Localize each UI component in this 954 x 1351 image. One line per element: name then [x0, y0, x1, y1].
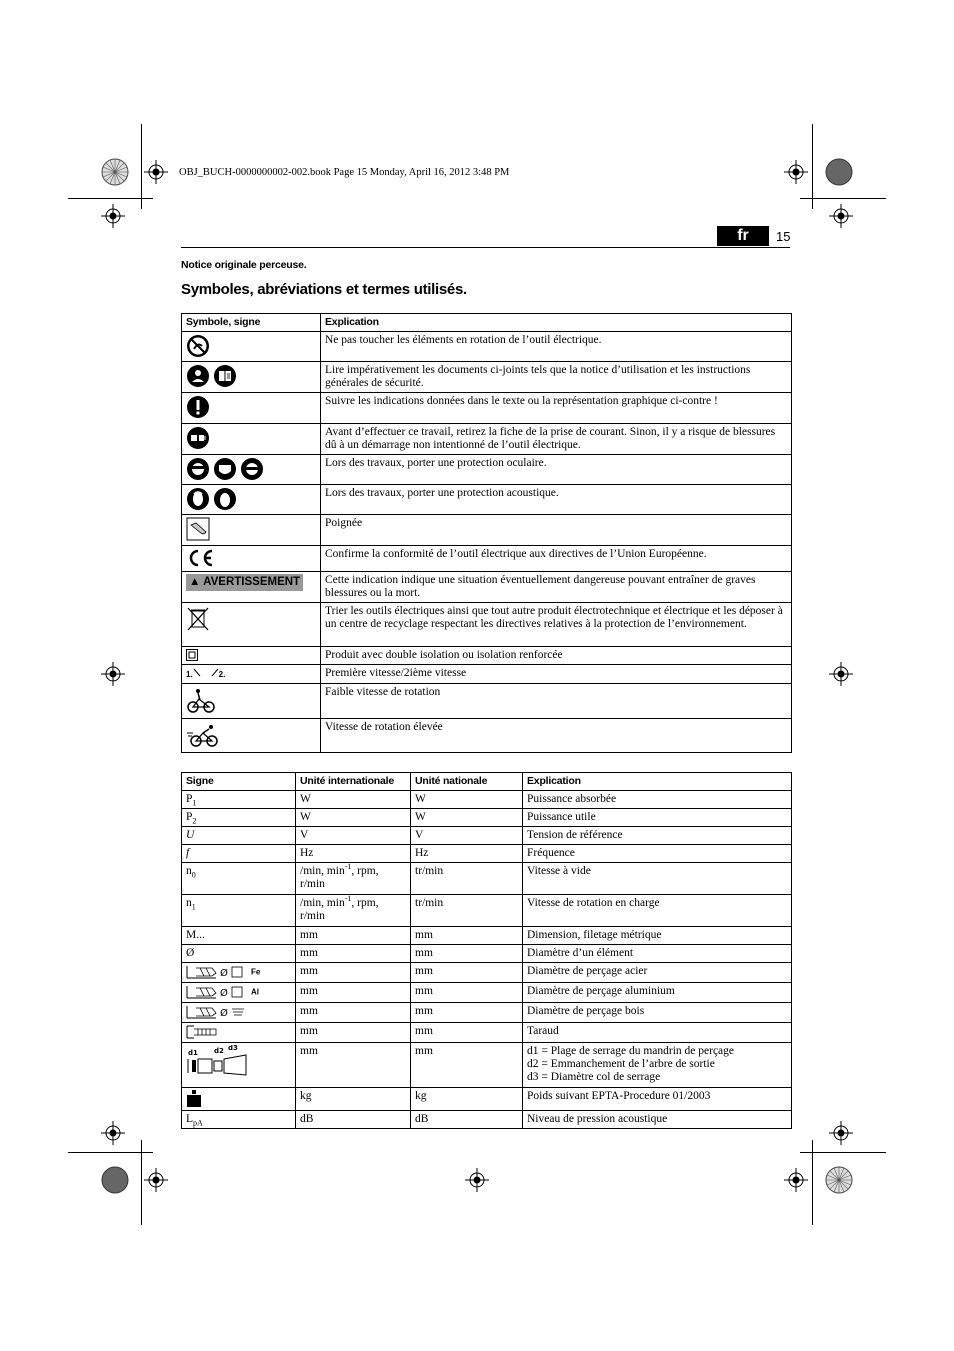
sign-cell: [182, 1043, 296, 1088]
crop-mark: [800, 1152, 886, 1153]
explanation-cell: Faible vitesse de rotation: [321, 684, 792, 719]
chuck-diameters-icon: [186, 1045, 250, 1077]
symbol-cell: [182, 485, 321, 515]
warning-label: ▲ AVERTISSEMENT: [186, 574, 303, 591]
explanation-cell: Diamètre de perçage bois: [523, 1003, 792, 1023]
nat-unit-cell: mm: [411, 945, 523, 963]
symbol-cell: [182, 719, 321, 753]
intl-unit-cell: mm: [296, 963, 411, 983]
intl-unit-cell: mm: [296, 1043, 411, 1088]
registration-mark-icon: [829, 1121, 853, 1145]
sign-cell: Ø Fe: [182, 963, 296, 983]
symbol-cell: [182, 362, 321, 393]
sign-cell: [182, 1023, 296, 1043]
intl-unit-cell: mm: [296, 983, 411, 1003]
symbol-cell: [182, 515, 321, 546]
gear-1-label: 1.: [186, 670, 193, 679]
symbols-table: [181, 313, 792, 753]
crop-mark: [141, 124, 142, 209]
table-header: Explication: [523, 773, 792, 791]
sign-cell: [182, 1003, 296, 1023]
explanation-cell: Lire impérativement les documents ci-joints tels que la notice d’utilisation et les instructions générales de sécurité.: [321, 362, 792, 393]
explanation-cell: Diamètre d’un élément: [523, 945, 792, 963]
sign-cell: U: [182, 827, 296, 845]
notice-text: Notice originale perceuse.: [181, 259, 307, 271]
starburst-disc-icon: [825, 1166, 853, 1194]
intl-unit-cell: Hz: [296, 845, 411, 863]
explanation-cell: Fréquence: [523, 845, 792, 863]
gray-disc-icon: [101, 1166, 129, 1194]
table-header: Symbole, signe: [182, 314, 321, 332]
crop-mark: [800, 198, 886, 199]
do-not-touch-icon: [186, 334, 210, 358]
sign-cell: $L_{pA}$: [182, 1111, 296, 1129]
registration-mark-icon: [144, 160, 168, 184]
explanation-cell: Poids suivant EPTA-Procedure 01/2003: [523, 1088, 792, 1111]
nat-unit-cell: W: [411, 809, 523, 827]
nat-unit-cell: mm: [411, 927, 523, 945]
explanation-cell: Produit avec double isolation ou isolation renforcée: [321, 647, 792, 665]
explanation-cell: d1 = Plage de serrage du mandrin de perçage d2 = Emmanchement de l’arbre de sortie d3 = Diamètre col de serrage: [523, 1043, 792, 1088]
table-header: Explication: [321, 314, 792, 332]
registration-mark-icon: [101, 204, 125, 228]
tap-icon: [186, 1025, 218, 1039]
svg-text:Ø: Ø: [220, 968, 228, 979]
nat-unit-cell: mm: [411, 983, 523, 1003]
warning-triangle-icon: ▲: [189, 576, 201, 588]
crop-mark: [68, 198, 153, 199]
nat-unit-cell: Hz: [411, 845, 523, 863]
open-book-icon: [213, 364, 237, 388]
svg-text:Ø: Ø: [220, 1008, 228, 1019]
unplug-icon: [186, 426, 210, 450]
explanation-cell: Confirme la conformité de l’outil électrique aux directives de l’Union Européenne.: [321, 546, 792, 572]
crop-mark: [68, 1152, 153, 1153]
registration-mark-icon: [829, 204, 853, 228]
language-tab: fr: [717, 226, 769, 246]
starburst-disc-icon: [101, 158, 129, 186]
intl-unit-cell: /min, $\min^{-1}$, rpm, r/min: [296, 895, 411, 927]
symbol-cell: [182, 332, 321, 362]
intl-unit-cell: kg: [296, 1088, 411, 1111]
gear-2-label: 2.: [218, 670, 226, 679]
sign-cell: Ø: [182, 945, 296, 963]
drill-bit-wood-icon: [186, 1005, 248, 1019]
intl-unit-cell: mm: [296, 945, 411, 963]
table-header: Signe: [182, 773, 296, 791]
explanation-cell: Cette indication indique une situation éventuellement dangereuse pouvant entraîner de graves blessures ou la mort.: [321, 572, 792, 603]
section-title: Symboles, abréviations et termes utilisés.: [181, 281, 467, 298]
gear-switch-icon: [193, 667, 219, 677]
explanation-cell: Vitesse de rotation élevée: [321, 719, 792, 753]
symbol-cell: [182, 424, 321, 455]
explanation-cell: Puissance utile: [523, 809, 792, 827]
nat-unit-cell: tr/min: [411, 863, 523, 895]
drill-bit-aluminium-icon: [186, 985, 248, 999]
explanation-cell: Tension de référence: [523, 827, 792, 845]
sign-cell: $n_0$: [182, 863, 296, 895]
symbol-cell: [182, 455, 321, 485]
symbol-cell: [182, 572, 321, 603]
intl-unit-cell: W: [296, 791, 411, 809]
explanation-cell: Vitesse de rotation en charge: [523, 895, 792, 927]
intl-unit-cell: dB: [296, 1111, 411, 1129]
explanation-cell: Trier les outils électriques ainsi que tout autre produit électrotechnique et électrique et les déposer à un centre de recyclage respectant les directives relatives à la protection de l’environnement.: [321, 603, 792, 647]
sign-cell: $P_1$: [182, 791, 296, 809]
page-number: 15: [776, 229, 791, 244]
d2-label: d2: [214, 1047, 224, 1055]
symbol-cell: [182, 647, 321, 665]
sign-cell: Ø Al: [182, 983, 296, 1003]
drill-bit-steel-icon: [186, 965, 248, 979]
sign-cell: $P_2$: [182, 809, 296, 827]
nat-unit-cell: V: [411, 827, 523, 845]
explanation-cell: Puissance absorbée: [523, 791, 792, 809]
gray-disc-icon: [825, 158, 853, 186]
crossed-bin-icon: [186, 605, 210, 633]
print-stamp: OBJ_BUCH-0000000002-002.book Page 15 Monday, April 16, 2012 3:48 PM: [179, 167, 510, 178]
read-manual-icon: [186, 364, 210, 388]
registration-mark-icon: [101, 662, 125, 686]
sign-cell: f: [182, 845, 296, 863]
symbol-cell: [182, 546, 321, 572]
ear-protection-icon: [213, 487, 237, 511]
header-rule: [181, 247, 790, 248]
symbol-cell: [182, 665, 321, 684]
eye-protection-icon: [186, 457, 210, 481]
explanation-cell: Niveau de pression acoustique: [523, 1111, 792, 1129]
nat-unit-cell: mm: [411, 1043, 523, 1088]
intl-unit-cell: /min, $\min^{-1}$, rpm, r/min: [296, 863, 411, 895]
weight-icon: [186, 1090, 202, 1108]
registration-mark-icon: [784, 160, 808, 184]
sign-cell: [182, 1088, 296, 1111]
bicycle-fast-icon: [186, 721, 220, 749]
svg-text:Ø: Ø: [220, 988, 228, 999]
intl-unit-cell: V: [296, 827, 411, 845]
nat-unit-cell: mm: [411, 963, 523, 983]
explanation-cell: Vitesse à vide: [523, 863, 792, 895]
nat-unit-cell: W: [411, 791, 523, 809]
table-header: Unité internationale: [296, 773, 411, 791]
d3-label: d3: [228, 1045, 238, 1052]
double-insulation-icon: [186, 649, 198, 661]
registration-mark-icon: [101, 1121, 125, 1145]
registration-mark-icon: [829, 662, 853, 686]
explanation-cell: Suivre les indications données dans le texte ou la représentation graphique ci-contre !: [321, 393, 792, 424]
sign-cell: $n_1$: [182, 895, 296, 927]
intl-unit-cell: mm: [296, 1023, 411, 1043]
face-shield-icon: [213, 457, 237, 481]
explanation-cell: Avant d’effectuer ce travail, retirez la fiche de la prise de courant. Sinon, il y a risque de blessures dû à un démarrage non intentionné de l’outil électrique.: [321, 424, 792, 455]
nat-unit-cell: mm: [411, 1003, 523, 1023]
explanation-cell: Poignée: [321, 515, 792, 546]
explanation-cell: Lors des travaux, porter une protection oculaire.: [321, 455, 792, 485]
intl-unit-cell: mm: [296, 927, 411, 945]
exclamation-icon: [186, 395, 210, 419]
symbol-cell: [182, 603, 321, 647]
crop-mark: [812, 124, 813, 209]
explanation-cell: Dimension, filetage métrique: [523, 927, 792, 945]
nat-unit-cell: mm: [411, 1023, 523, 1043]
explanation-cell: Ne pas toucher les éléments en rotation de l’outil électrique.: [321, 332, 792, 362]
handle-grip-icon: [186, 517, 210, 541]
intl-unit-cell: mm: [296, 1003, 411, 1023]
explanation-cell: Diamètre de perçage acier: [523, 963, 792, 983]
ce-mark-icon: [186, 548, 216, 568]
table-header: Unité nationale: [411, 773, 523, 791]
sign-cell: M...: [182, 927, 296, 945]
intl-unit-cell: W: [296, 809, 411, 827]
d1-label: d1: [188, 1049, 198, 1057]
registration-mark-icon: [144, 1168, 168, 1192]
bicycle-slow-icon: [186, 686, 216, 714]
explanation-cell: Taraud: [523, 1023, 792, 1043]
symbol-cell: [182, 684, 321, 719]
nat-unit-cell: dB: [411, 1111, 523, 1129]
explanation-cell: Lors des travaux, porter une protection acoustique.: [321, 485, 792, 515]
explanation-cell: Première vitesse/2ième vitesse: [321, 665, 792, 684]
explanation-cell: Diamètre de perçage aluminium: [523, 983, 792, 1003]
symbol-cell: [182, 393, 321, 424]
units-table: [181, 772, 792, 1129]
nat-unit-cell: tr/min: [411, 895, 523, 927]
registration-mark-icon: [784, 1168, 808, 1192]
ear-protection-icon: [186, 487, 210, 511]
nat-unit-cell: kg: [411, 1088, 523, 1111]
registration-mark-icon: [465, 1168, 489, 1192]
goggles-icon: [240, 457, 264, 481]
